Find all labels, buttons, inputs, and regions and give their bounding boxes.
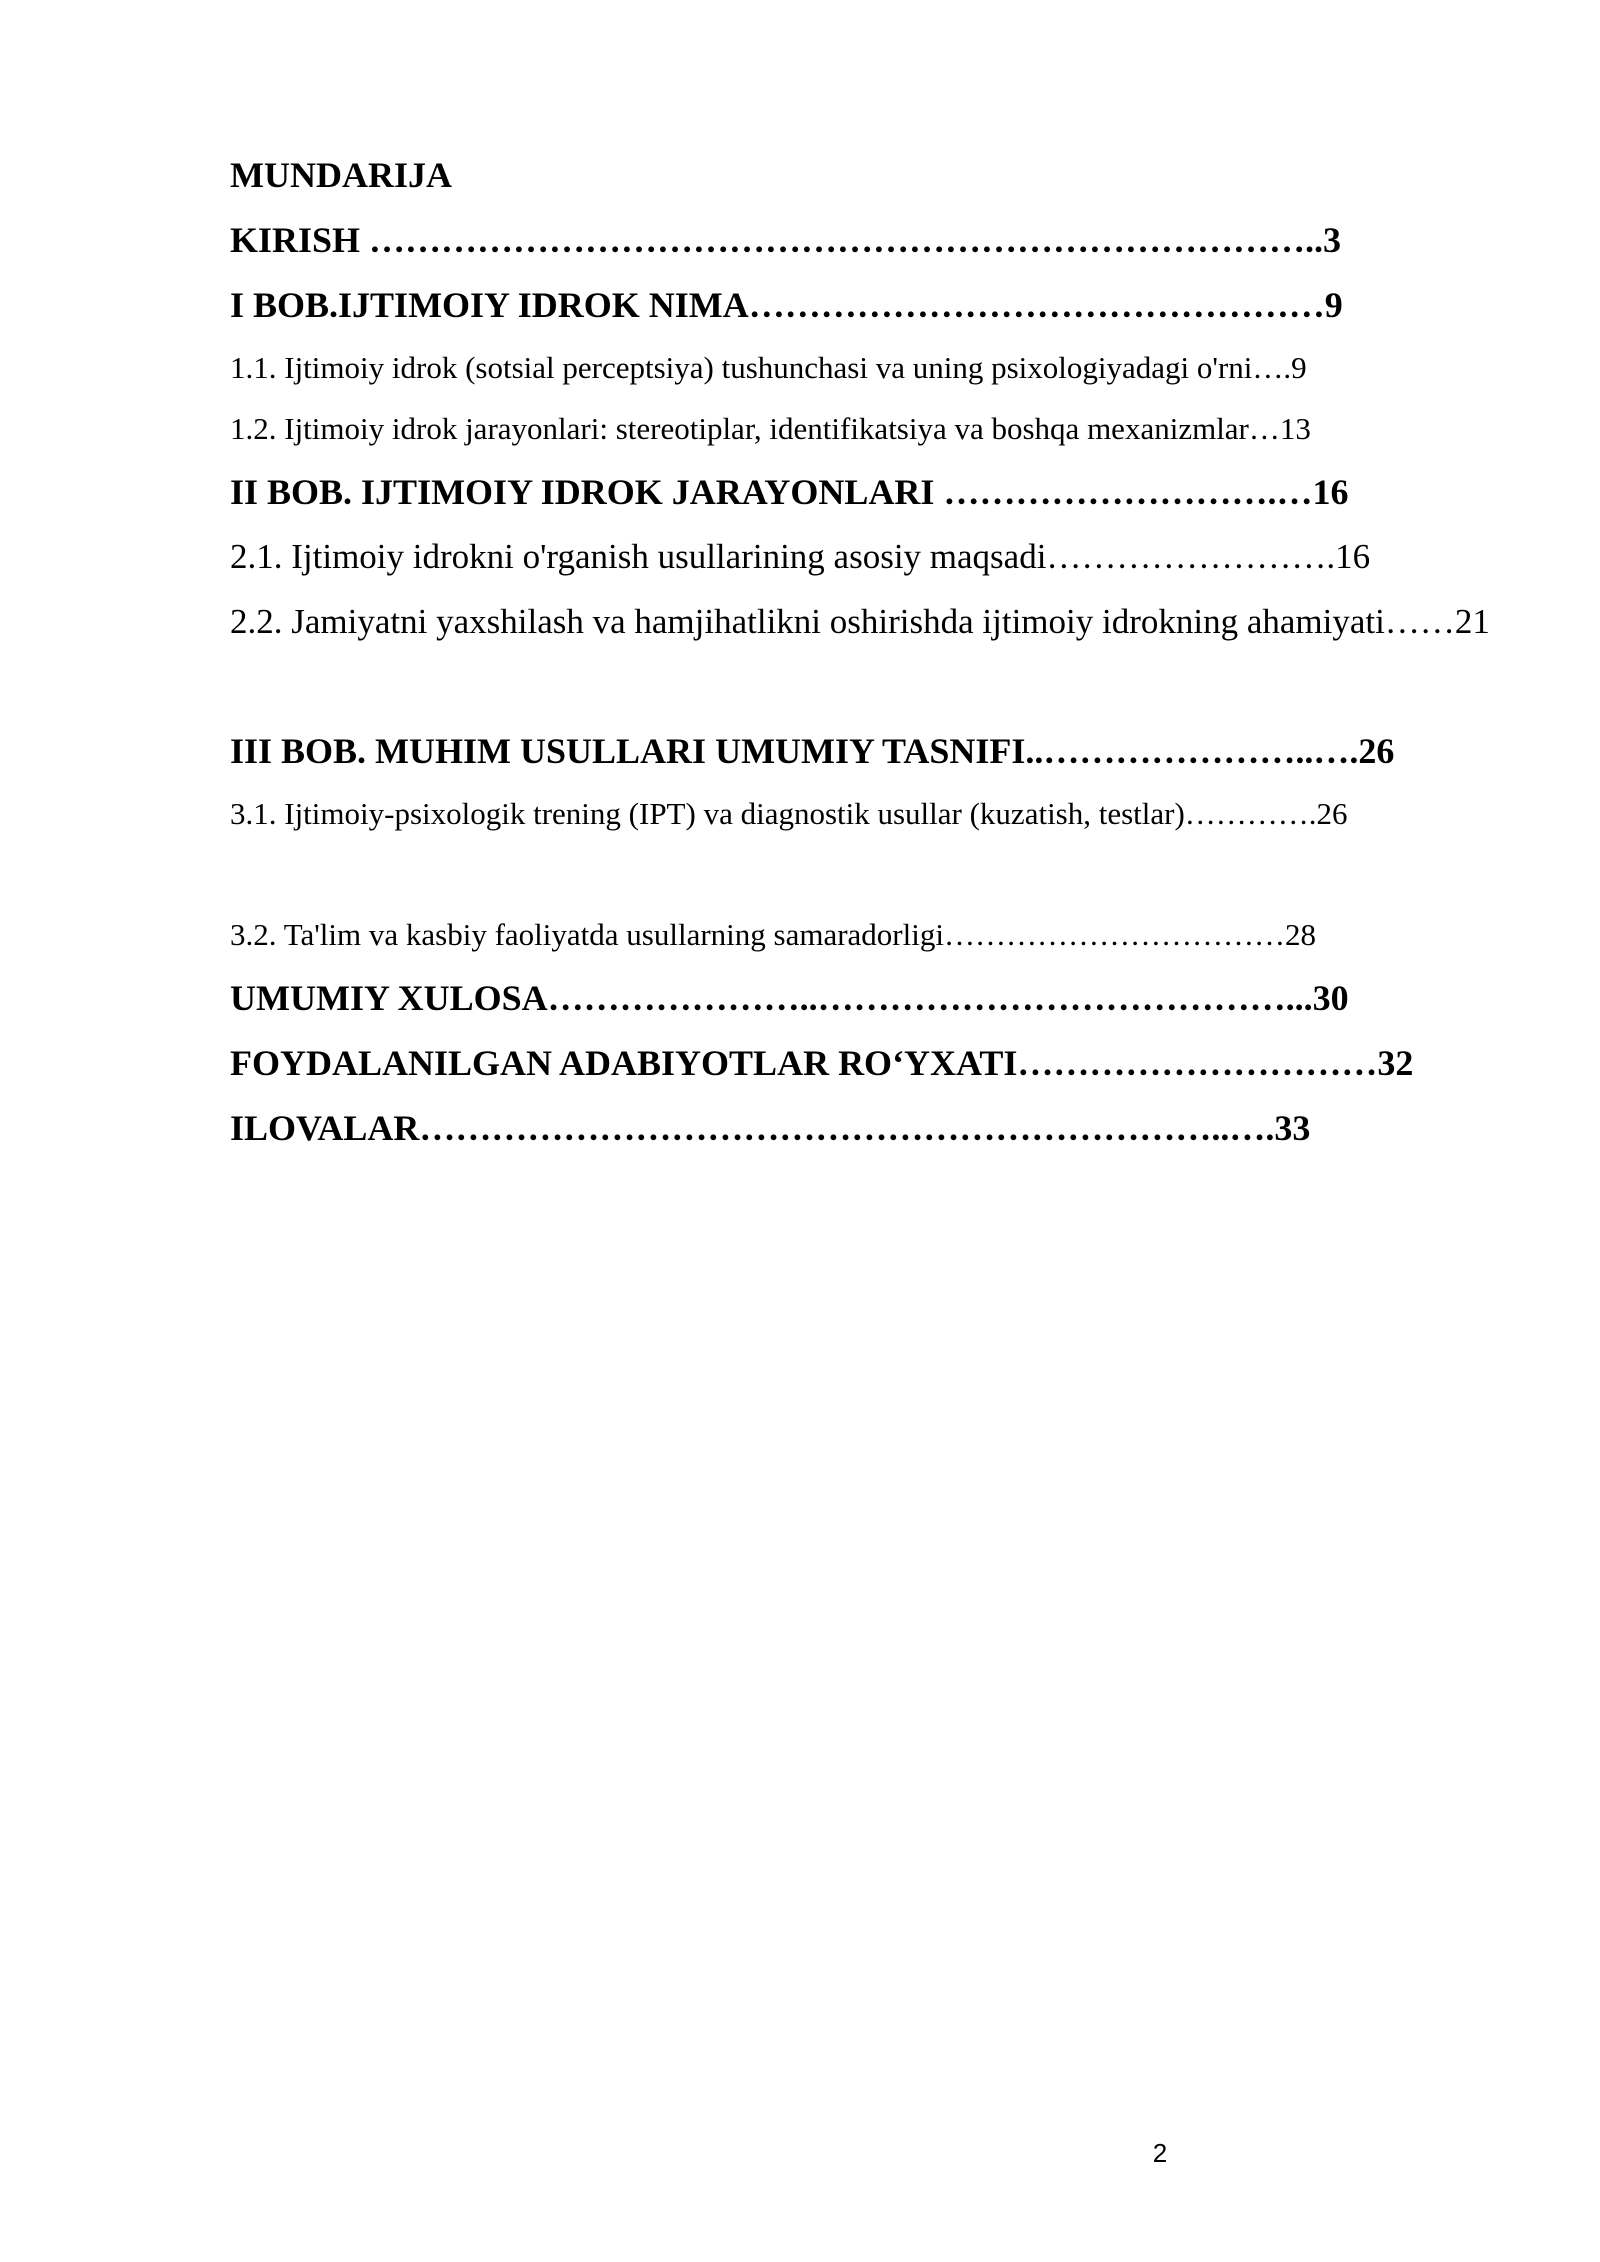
page-number: 2 — [1152, 2138, 1168, 2168]
toc-entry-kirish: KIRISH ……………………………………………………………………..3 — [230, 220, 1342, 260]
toc-entry-section-2-2: 2.2. Jamiyatni yaxshilash va hamjihatlikni oshirishda ijtimoiy idrokning ahamiyati……21 — [230, 602, 1490, 641]
toc-entry-chapter-1: I BOB.IJTIMOIY IDROK NIMA…………………………………………9 — [230, 285, 1343, 325]
toc-entry-section-3-1: 3.1. Ijtimoiy-psixologik trening (IPT) va diagnostik usullar (kuzatish, testlar)………….26 — [230, 796, 1348, 831]
toc-entry-conclusion: UMUMIY XULOSA…………………..…………………………………...30 — [230, 978, 1349, 1018]
toc-entry-section-1-2: 1.2. Ijtimoiy idrok jarayonlari: stereotiplar, identifikatsiya va boshqa mexanizmlar…13 — [230, 411, 1311, 446]
toc-entry-section-3-2: 3.2. Ta'lim va kasbiy faoliyatda usullarning samaradorligi……………………………28 — [230, 917, 1316, 952]
toc-entry-chapter-3: III BOB. MUHIM USULLARI UMUMIY TASNIFI..…………………..….26 — [230, 731, 1395, 771]
table-of-contents — [230, 150, 1490, 1168]
toc-heading: MUNDARIJA — [230, 155, 452, 195]
toc-entry-references: FOYDALANILGAN ADABIYOTLAR RO‘YXATI…………………………32 — [230, 1043, 1414, 1083]
toc-entry-chapter-2: II BOB. IJTIMOIY IDROK JARAYONLARI ……………………….…16 — [230, 472, 1349, 512]
toc-entry-section-1-1: 1.1. Ijtimoiy idrok (sotsial perceptsiya) tushunchasi va uning psixologiyadagi o'rni….9 — [230, 350, 1307, 385]
toc-entry-appendices: ILOVALAR…………………………………………………………..….33 — [230, 1108, 1311, 1148]
toc-entry-section-2-1: 2.1. Ijtimoiy idrokni o'rganish usullarining asosiy maqsadi…………………….16 — [230, 537, 1371, 576]
